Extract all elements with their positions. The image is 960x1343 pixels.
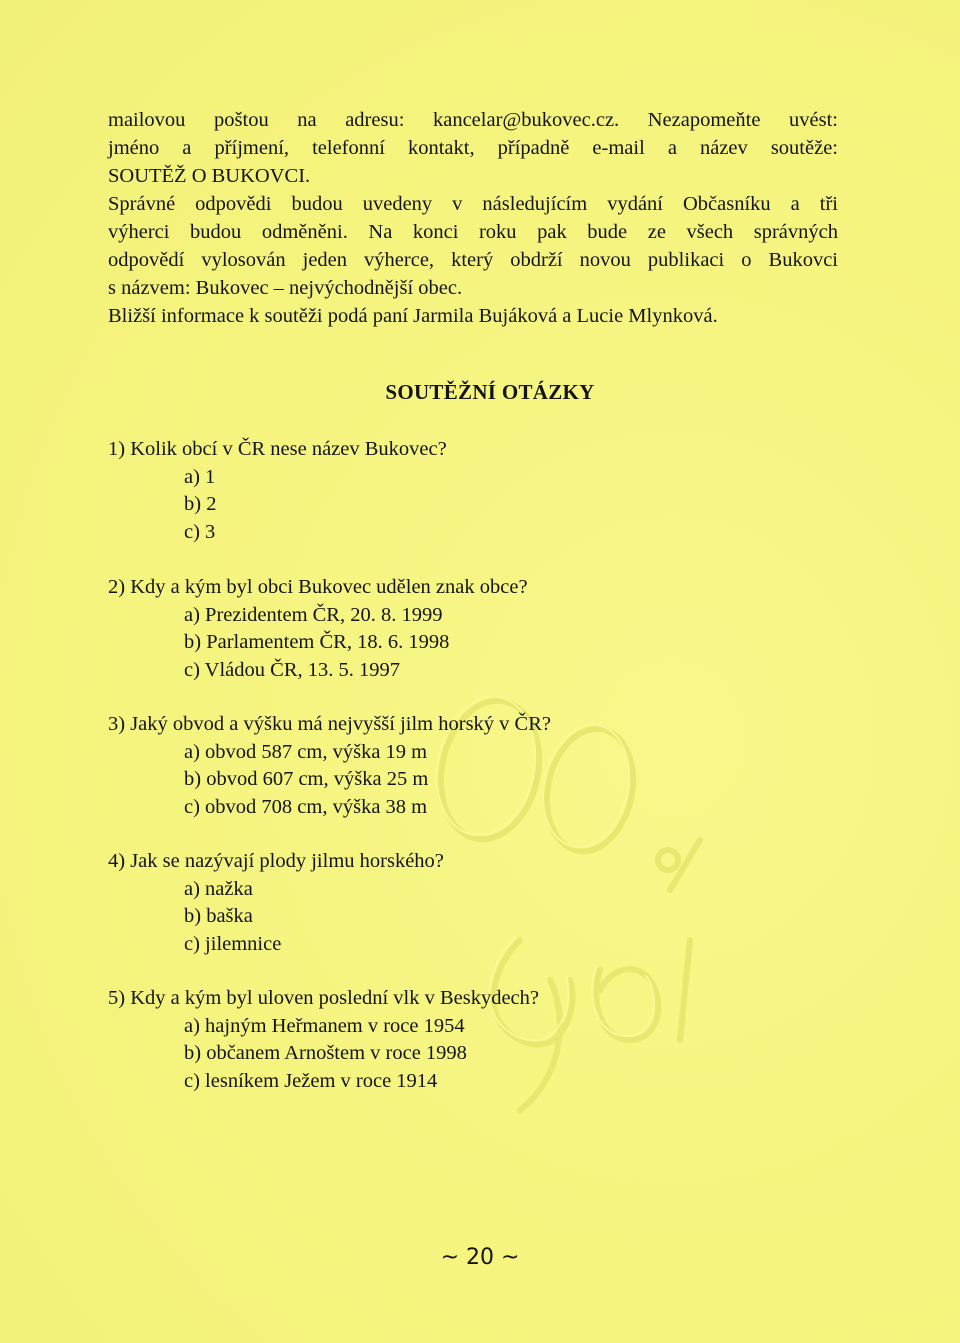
answer-option: b) 2 (184, 493, 217, 515)
intro-line-3: SOUTĚŽ O BUKOVCI. (108, 165, 311, 187)
question-1 (108, 436, 848, 546)
question-2 (108, 574, 848, 684)
section-heading: SOUTĚŽNÍ OTÁZKY (385, 380, 595, 404)
question-5 (108, 985, 848, 1095)
answer-option: c) jilemnice (184, 932, 282, 955)
answer-option: c) Vládou ČR, 13. 5. 1997 (184, 658, 401, 681)
answer-option: b) Parlamentem ČR, 18. 6. 1998 (184, 631, 450, 653)
answer-option: c) 3 (184, 520, 216, 543)
answer-options (108, 602, 848, 685)
question-text: 3) Jaký obvod a výšku má nejvyšší jilm horský v ČR? (108, 713, 552, 735)
question-3 (108, 711, 848, 821)
question-text: 1) Kolik obcí v ČR nese název Bukovec? (108, 438, 447, 460)
answer-options (108, 464, 848, 547)
question-text: 2) Kdy a kým byl obci Bukovec udělen znak obce? (108, 576, 528, 598)
page-number: ~ 20 ~ (440, 1245, 520, 1270)
answer-option: a) obvod 587 cm, výška 19 m (184, 740, 428, 763)
answer-option: b) občanem Arnoštem v roce 1998 (184, 1042, 467, 1064)
intro-line-7: s názvem: Bukovec – nejvýchodnější obec. (108, 277, 463, 299)
intro-text (108, 106, 838, 330)
answer-options (108, 1013, 848, 1096)
intro-line-1: mailovou poštou na adresu: kancelar@bukovec.cz. Nezapomeňte uvést: (108, 109, 838, 131)
answer-options (108, 739, 848, 822)
intro-line-8: Bližší informace k soutěži podá paní Jarmila Bujáková a Lucie Mlynková. (108, 305, 718, 327)
intro-line-6: odpovědí vylosován jeden výherce, který obdrží novou publikaci o Bukovci (108, 249, 838, 271)
answer-option: a) 1 (184, 465, 216, 488)
answer-option: a) Prezidentem ČR, 20. 8. 1999 (184, 603, 443, 626)
answer-option: c) obvod 708 cm, výška 38 m (184, 795, 428, 818)
question-text: 5) Kdy a kým byl uloven poslední vlk v Beskydech? (108, 987, 540, 1009)
intro-line-2: jméno a příjmení, telefonní kontakt, případně e-mail a název soutěže: (108, 137, 838, 159)
intro-line-4: Správné odpovědi budou uvedeny v následujícím vydání Občasníku a tři (108, 193, 838, 215)
answer-option: c) lesníkem Ježem v roce 1914 (184, 1069, 438, 1092)
answer-options (108, 876, 848, 959)
question-text: 4) Jak se nazývají plody jilmu horského? (108, 850, 444, 872)
answer-option: a) hajným Heřmanem v roce 1954 (184, 1014, 465, 1037)
answer-option: b) obvod 607 cm, výška 25 m (184, 768, 429, 790)
answer-option: b) baška (184, 905, 253, 927)
question-4 (108, 848, 848, 958)
intro-line-5: výherci budou odměněni. Na konci roku pak bude ze všech správných (108, 221, 838, 243)
answer-option: a) nažka (184, 877, 253, 900)
